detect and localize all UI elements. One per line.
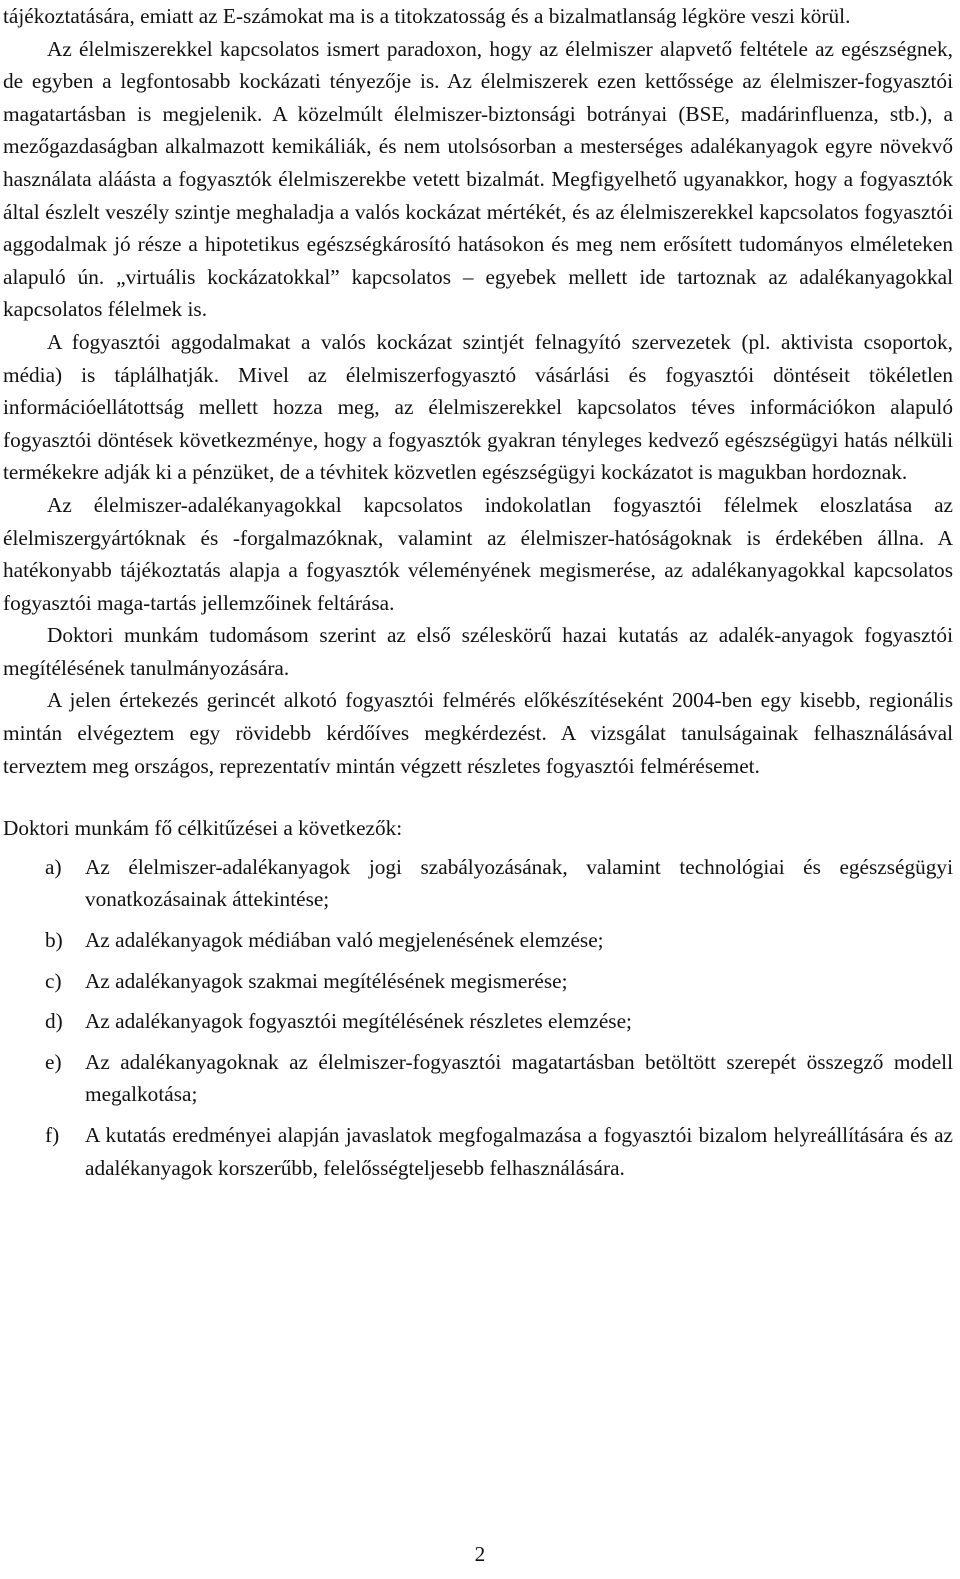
aims-item-text: Az adalékanyagok fogyasztói megítélésének részletes elemzése;	[85, 1009, 632, 1034]
paragraph-survey-preparation: A jelen értekezés gerincét alkotó fogyasztói felmérés előkészítéseként 2004-ben egy kisebb, regionális mintán elvégeztem egy rövidebb kérdőíves megkérdezést. A vizsgálat tanulságainak felhasználásával terveztem meg országos, reprezentatív mintán végzett részletes fogyasztói felmérésemet.	[3, 688, 953, 778]
aims-list-item	[3, 851, 953, 916]
paragraph-first-research: Doktori munkám tudomásom szerint az első széleskörű hazai kutatás az adalék-anyagok fogyasztói megítélésének tanulmányozására.	[3, 623, 953, 680]
aims-item-text: A kutatás eredményei alapján javaslatok megfogalmazása a fogyasztói bizalom helyreállítására és az adalékanyagok korszerűbb, felelősségteljesebb felhasználására.	[85, 1123, 953, 1180]
aims-item-marker: f)	[45, 1123, 60, 1147]
aims-item-text: Az adalékanyagoknak az élelmiszer-fogyasztói magatartásban betöltött szerepét összegző modell megalkotása;	[85, 1049, 953, 1107]
aims-item-text: Az adalékanyagok szakmai megítélésének megismerése;	[85, 968, 568, 993]
paragraph-dispelling-fears: Az élelmiszer-adalékanyagokkal kapcsolatos indokolatlan fogyasztói félelmek eloszlatása az élelmiszergyártóknak és -forgalmazóknak, valamint az élelmiszer-hatóságoknak is érdekében állna. A hatékonyabb tájékoztatás alapja a fogyasztók véleményének megismerése, az adalékanyagokkal kapcsolatos fogyasztói maga-tartás jellemzőinek feltárása.	[3, 492, 953, 615]
aims-item-marker: a)	[45, 854, 62, 879]
aims-item-marker: d)	[45, 1009, 63, 1034]
aims-list-item	[3, 1119, 953, 1184]
aims-item-marker: e)	[45, 1049, 62, 1074]
page-number: 2	[474, 1542, 486, 1566]
aims-list-item	[3, 1046, 953, 1111]
body-text	[3, 0, 953, 1192]
aims-list-item	[3, 924, 953, 957]
aims-item-text: Az élelmiszer-adalékanyagok jogi szabályozásának, valamint technológiai és egészségügyi vonatkozásainak áttekintése;	[85, 854, 953, 912]
paragraph-continuation: tájékoztatására, emiatt az E-számokat ma is a titokzatosság és a bizalmatlanság légköre veszi körül.	[3, 4, 851, 28]
aims-intro: Doktori munkám fő célkitűzései a következők:	[3, 816, 403, 841]
aims-item-text: Az adalékanyagok médiában való megjelenésének elemzése;	[85, 928, 604, 953]
aims-list-item	[3, 1005, 953, 1038]
paragraph-food-paradox: Az élelmiszerekkel kapcsolatos ismert paradoxon, hogy az élelmiszer alapvető feltétele az egészségnek, de egyben a legfontosabb kockázati tényezője is. Az élelmiszerek ezen kettőssége az élelmiszer-fogyasztói magatartásban is megjelenik. A közelmúlt élelmiszer-biztonsági botrányai (BSE, madárinfluenza, stb.), a mezőgazdaságban alkalmazott kemikáliák, és nem utolsósorban a mesterséges adalékanyagok egyre növekvő használata aláásta a fogyasztók élelmiszerekbe vetett bizalmát. Megfigyelhető ugyanakkor, hogy a fogyasztók által észlelt veszély szintje meghaladja a valós kockázat mértékét, és az élelmiszerekkel kapcsolatos fogyasztói aggodalmak jó része a hipotetikus egészségkárosító hatásokon és meg nem erősített tudományos elméleteken alapuló ún. „virtuális kockázatokkal” kapcsolatos – egyebek mellett ide tartoznak az adalékanyagokkal kapcsolatos félelmek is.	[3, 36, 953, 322]
aims-list-item	[3, 965, 953, 998]
aims-item-marker: c)	[45, 968, 62, 993]
paragraph-consumer-concerns: A fogyasztói aggodalmakat a valós kockázat szintjét felnagyító szervezetek (pl. aktivista csoportok, média) is táplálhatják. Mivel az élelmiszerfogyasztó vásárlási és fogyasztói döntéseit tökéletlen információellátottság mellett hozza meg, az élelmiszerekkel kapcsolatos téves információkon alapuló fogyasztói döntések következménye, hogy a fogyasztók gyakran tényleges kedvező egészségügyi hatás nélküli termékekre adják ki a pénzüket, de a tévhitek közvetlen egészségügyi kockázatot is magukban hordoznak.	[3, 329, 953, 485]
aims-item-marker: b)	[45, 928, 63, 953]
aims-list	[3, 851, 953, 1184]
